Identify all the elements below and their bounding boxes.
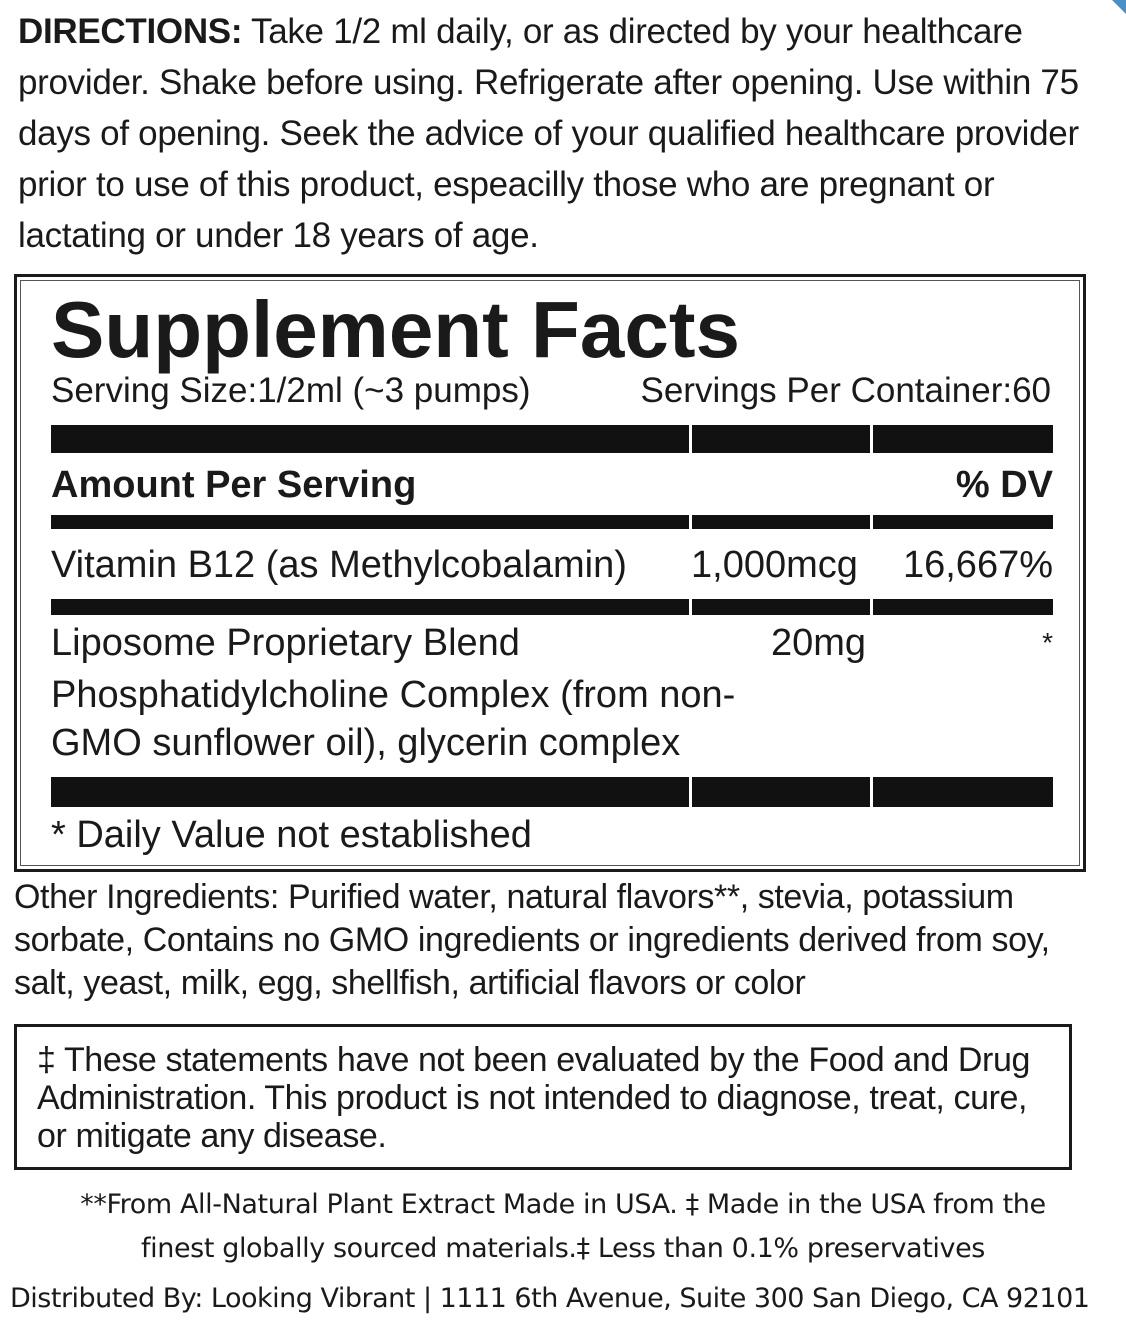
sourcing-statement	[0, 1183, 1126, 1271]
thick-divider	[51, 777, 1053, 807]
sourcing-line-2: finest globally sourced materials.‡ Less than 0.1% preservatives	[141, 1233, 985, 1264]
serving-info	[51, 369, 1051, 413]
serving-size: Serving Size:1/2ml (~3 pumps)	[51, 371, 531, 410]
nutrient-dv: *	[1042, 627, 1053, 658]
header-amount: Amount Per Serving	[51, 464, 417, 506]
directions-label: DIRECTIONS:	[18, 12, 243, 51]
medium-divider	[51, 599, 1053, 615]
directions-paragraph	[18, 6, 1098, 261]
dv-footnote: * Daily Value not established	[51, 814, 532, 856]
medium-divider	[51, 515, 1053, 529]
thick-divider	[51, 425, 1053, 453]
other-ingredients: Other Ingredients: Purified water, natural flavors**, stevia, potassium sorbate, Contains no GMO ingredients or ingredients derived from soy, salt, yeast, milk, egg, shellfish, artificial flavors or color	[14, 878, 1050, 1002]
distributor-line: Distributed By: Looking Vibrant | 1111 6th Avenue, Suite 300 San Diego, CA 92101	[10, 1283, 1090, 1314]
facts-title: Supplement Facts	[51, 285, 741, 374]
nutrient-name: Vitamin B12 (as Methylcobalamin)	[51, 544, 627, 586]
header-dv: % DV	[955, 464, 1053, 506]
nutrient-name: Liposome Proprietary Blend	[51, 622, 520, 664]
directions-text: Take 1/2 ml daily, or as directed by your healthcare provider. Shake before using. Refrigerate after opening. Use within 75 days of opening. Seek the advice of your qualified healthcare provider prior to use of this product, espeacilly those who are pregnant or lactating or under 18 years of age.	[18, 12, 1079, 255]
fda-disclaimer-box	[14, 1024, 1072, 1170]
corner-mark	[1112, 0, 1126, 14]
fda-disclaimer-text: ‡ These statements have not been evaluated by the Food and Drug Administration. This product is not intended to diagnose, treat, cure, or mitigate any disease.	[37, 1041, 1030, 1155]
blend-description: Phosphatidylcholine Complex (from non-GMO sunflower oil), glycerin complex	[51, 674, 736, 764]
nutrient-amount: 20mg	[771, 622, 867, 664]
servings-per-container: Servings Per Container:60	[640, 371, 1051, 410]
nutrient-amount: 1,000mcg	[691, 544, 858, 586]
nutrient-dv: 16,667%	[902, 544, 1053, 586]
sourcing-line-1: **From All-Natural Plant Extract Made in USA. ‡ Made in the USA from the	[80, 1189, 1046, 1220]
supplement-facts-panel	[14, 274, 1086, 872]
